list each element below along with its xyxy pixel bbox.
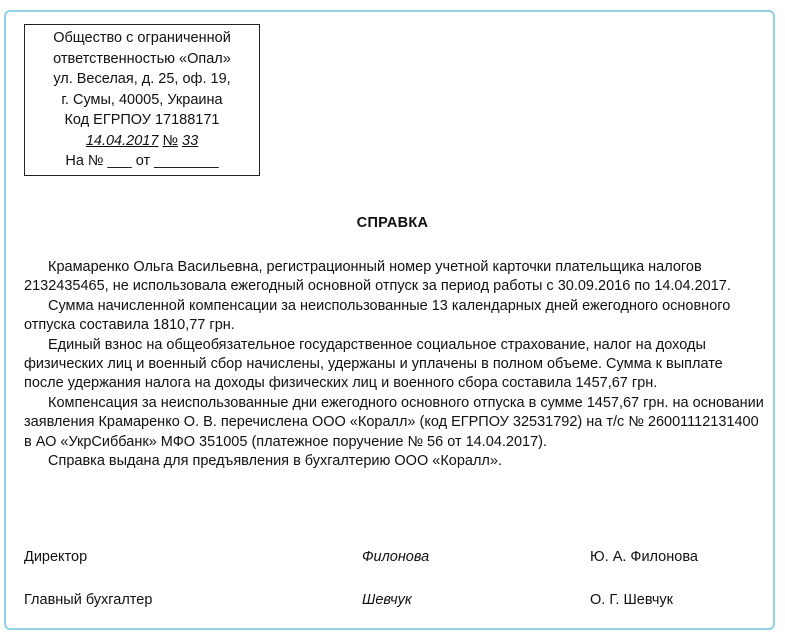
stamp-number: 33 bbox=[182, 132, 199, 149]
stamp-date-number-line bbox=[25, 131, 259, 152]
stamp-number-label: № bbox=[162, 132, 178, 149]
paragraph-1: Крамаренко Ольга Васильевна, регистрационный номер учетной карточки плательщика налогов 2132435465, не использовала ежегодный основной отпуск за период работы с 30.09.2016 по 14.04.2017. bbox=[24, 259, 731, 295]
paragraph-3: Единый взнос на общеобязательное государственное социальное страхование, налог на доходы физических лиц и военный сбор начислены, удержаны и уплачены в полном объеме. Сумма к выплате после удержания налога на доходы физических лиц и военного сбора составила 1457,67 грн. bbox=[24, 336, 723, 392]
signatory-name: Ю. А. Филонова bbox=[590, 549, 698, 565]
stamp-address-line-1: ул. Веселая, д. 25, оф. 19, bbox=[53, 71, 231, 87]
organization-stamp bbox=[24, 24, 260, 176]
document-title: СПРАВКА bbox=[356, 215, 429, 231]
signatory-name: О. Г. Шевчук bbox=[590, 592, 674, 608]
signature-role: Главный бухгалтер bbox=[24, 592, 153, 608]
stamp-org-line-2: ответственностью «Опал» bbox=[53, 50, 231, 67]
signature-role: Директор bbox=[24, 549, 88, 565]
handwritten-signature: Филонова bbox=[362, 549, 430, 565]
stamp-code: Код ЕГРПОУ 17188171 bbox=[64, 112, 220, 128]
stamp-org-line-1: Общество с ограниченной bbox=[53, 30, 231, 46]
stamp-address-line-2: г. Сумы, 40005, Украина bbox=[61, 91, 223, 108]
signature-row-chief-accountant bbox=[24, 592, 764, 612]
stamp-date: 14.04.2017 bbox=[85, 132, 159, 149]
paragraph-2: Сумма начисленной компенсации за неиспользованные 13 календарных дней ежегодного основного отпуска составила 1810,77 грн. bbox=[24, 297, 731, 334]
signature-row-director bbox=[24, 549, 764, 569]
handwritten-signature: Шевчук bbox=[362, 592, 412, 608]
document-body bbox=[24, 258, 764, 471]
paragraph-5: Справка выдана для предъявления в бухгалтерию ООО «Коралл». bbox=[48, 453, 502, 470]
paragraph-4: Компенсация за неиспользованные дни ежегодного основного отпуска в сумме 1457,67 грн. на основании заявления Крамаренко О. В. перечислена ООО «Коралл» (код ЕГРПОУ 32531792) на т/с № 26001112131400 в АО «УкрСиббанк» МФО 351005 (платежное поручение № 56 от 14.04.2017). bbox=[24, 394, 764, 450]
stamp-reply-line: На № ___ от ________ bbox=[65, 153, 219, 169]
